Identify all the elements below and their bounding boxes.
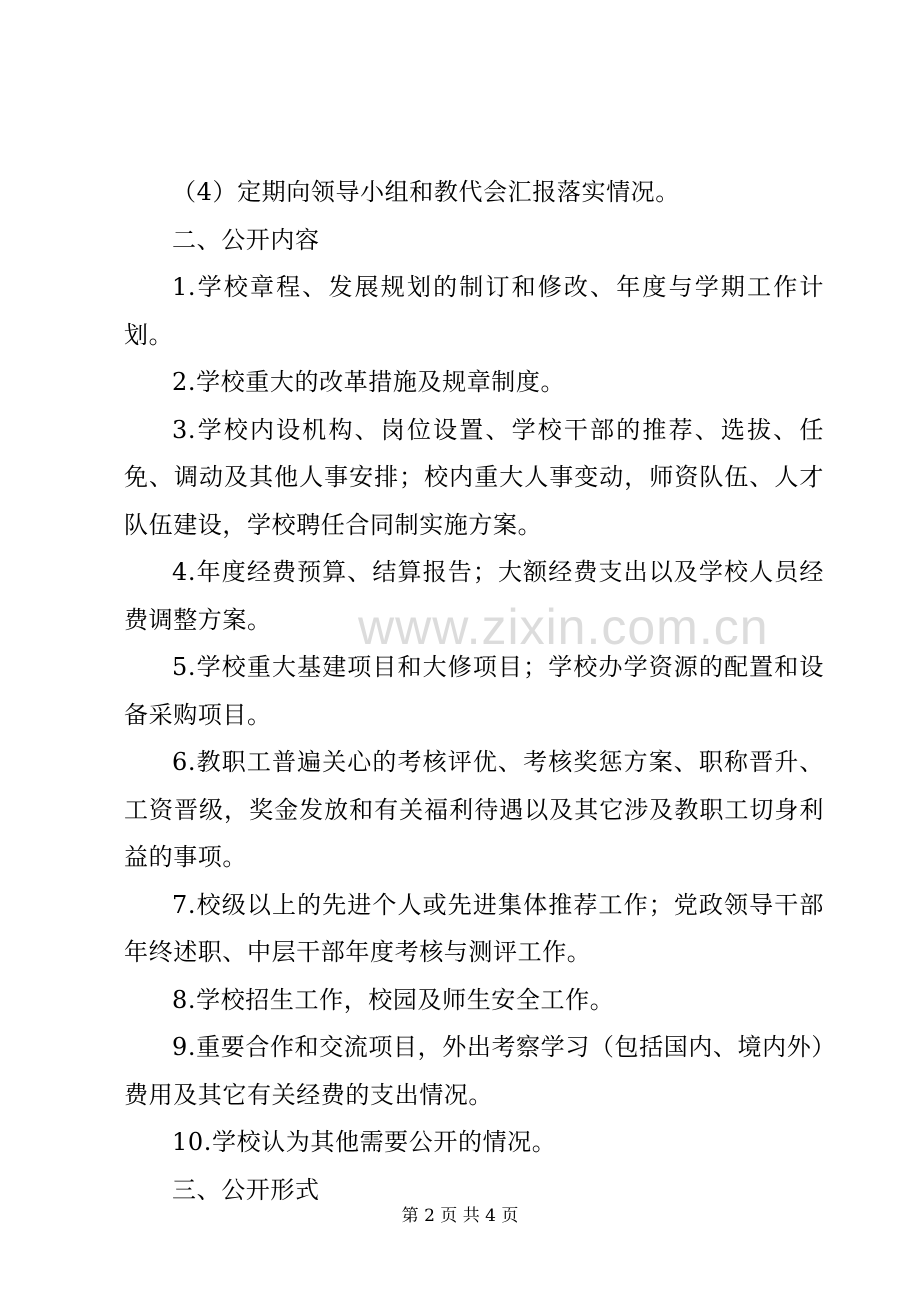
paragraph-item-4: 4.年度经费预算、结算报告；大额经费支出以及学校人员经费调整方案。 [124,558,824,634]
page-footer: 第 2 页 共 4 页 [401,1206,519,1226]
document-body [124,169,824,1214]
paragraph-1: （4）定期向领导小组和教代会汇报落实情况。 [172,178,680,206]
paragraph-item-1: 1.学校章程、发展规划的制订和修改、年度与学期工作计划。 [124,273,824,349]
paragraph-item-7: 7.校级以上的先进个人或先进集体推荐工作；党政领导干部年终述职、中层干部年度考核与测评工作。 [124,890,824,966]
paragraph-item-2: 2.学校重大的改革措施及规章制度。 [172,368,566,396]
paragraph-item-9: 9.重要合作和交流项目，外出考察学习（包括国内、境内外）费用及其它有关经费的支出情况。 [124,1033,824,1109]
paragraph-item-6: 6.教职工普遍关心的考核评优、考核奖惩方案、职称晋升、工资晋级，奖金发放和有关福利待遇以及其它涉及教职工切身利益的事项。 [124,748,824,871]
paragraph-item-3: 3.学校内设机构、岗位设置、学校干部的推荐、选拔、任免、调动及其他人事安排；校内重大人事变动，师资队伍、人才队伍建设，学校聘任合同制实施方案。 [124,415,824,539]
watermark: www.zixin.com.cn [358,599,769,655]
paragraph-item-5: 5.学校重大基建项目和大修项目；学校办学资源的配置和设备采购项目。 [124,653,824,729]
paragraph-item-10: 10.学校认为其他需要公开的情况。 [172,1128,557,1156]
section-heading-form: 三、公开形式 [172,1175,320,1204]
section-heading-content: 二、公开内容 [172,225,320,254]
paragraph-item-8: 8.学校招生工作，校园及师生安全工作。 [172,985,615,1014]
